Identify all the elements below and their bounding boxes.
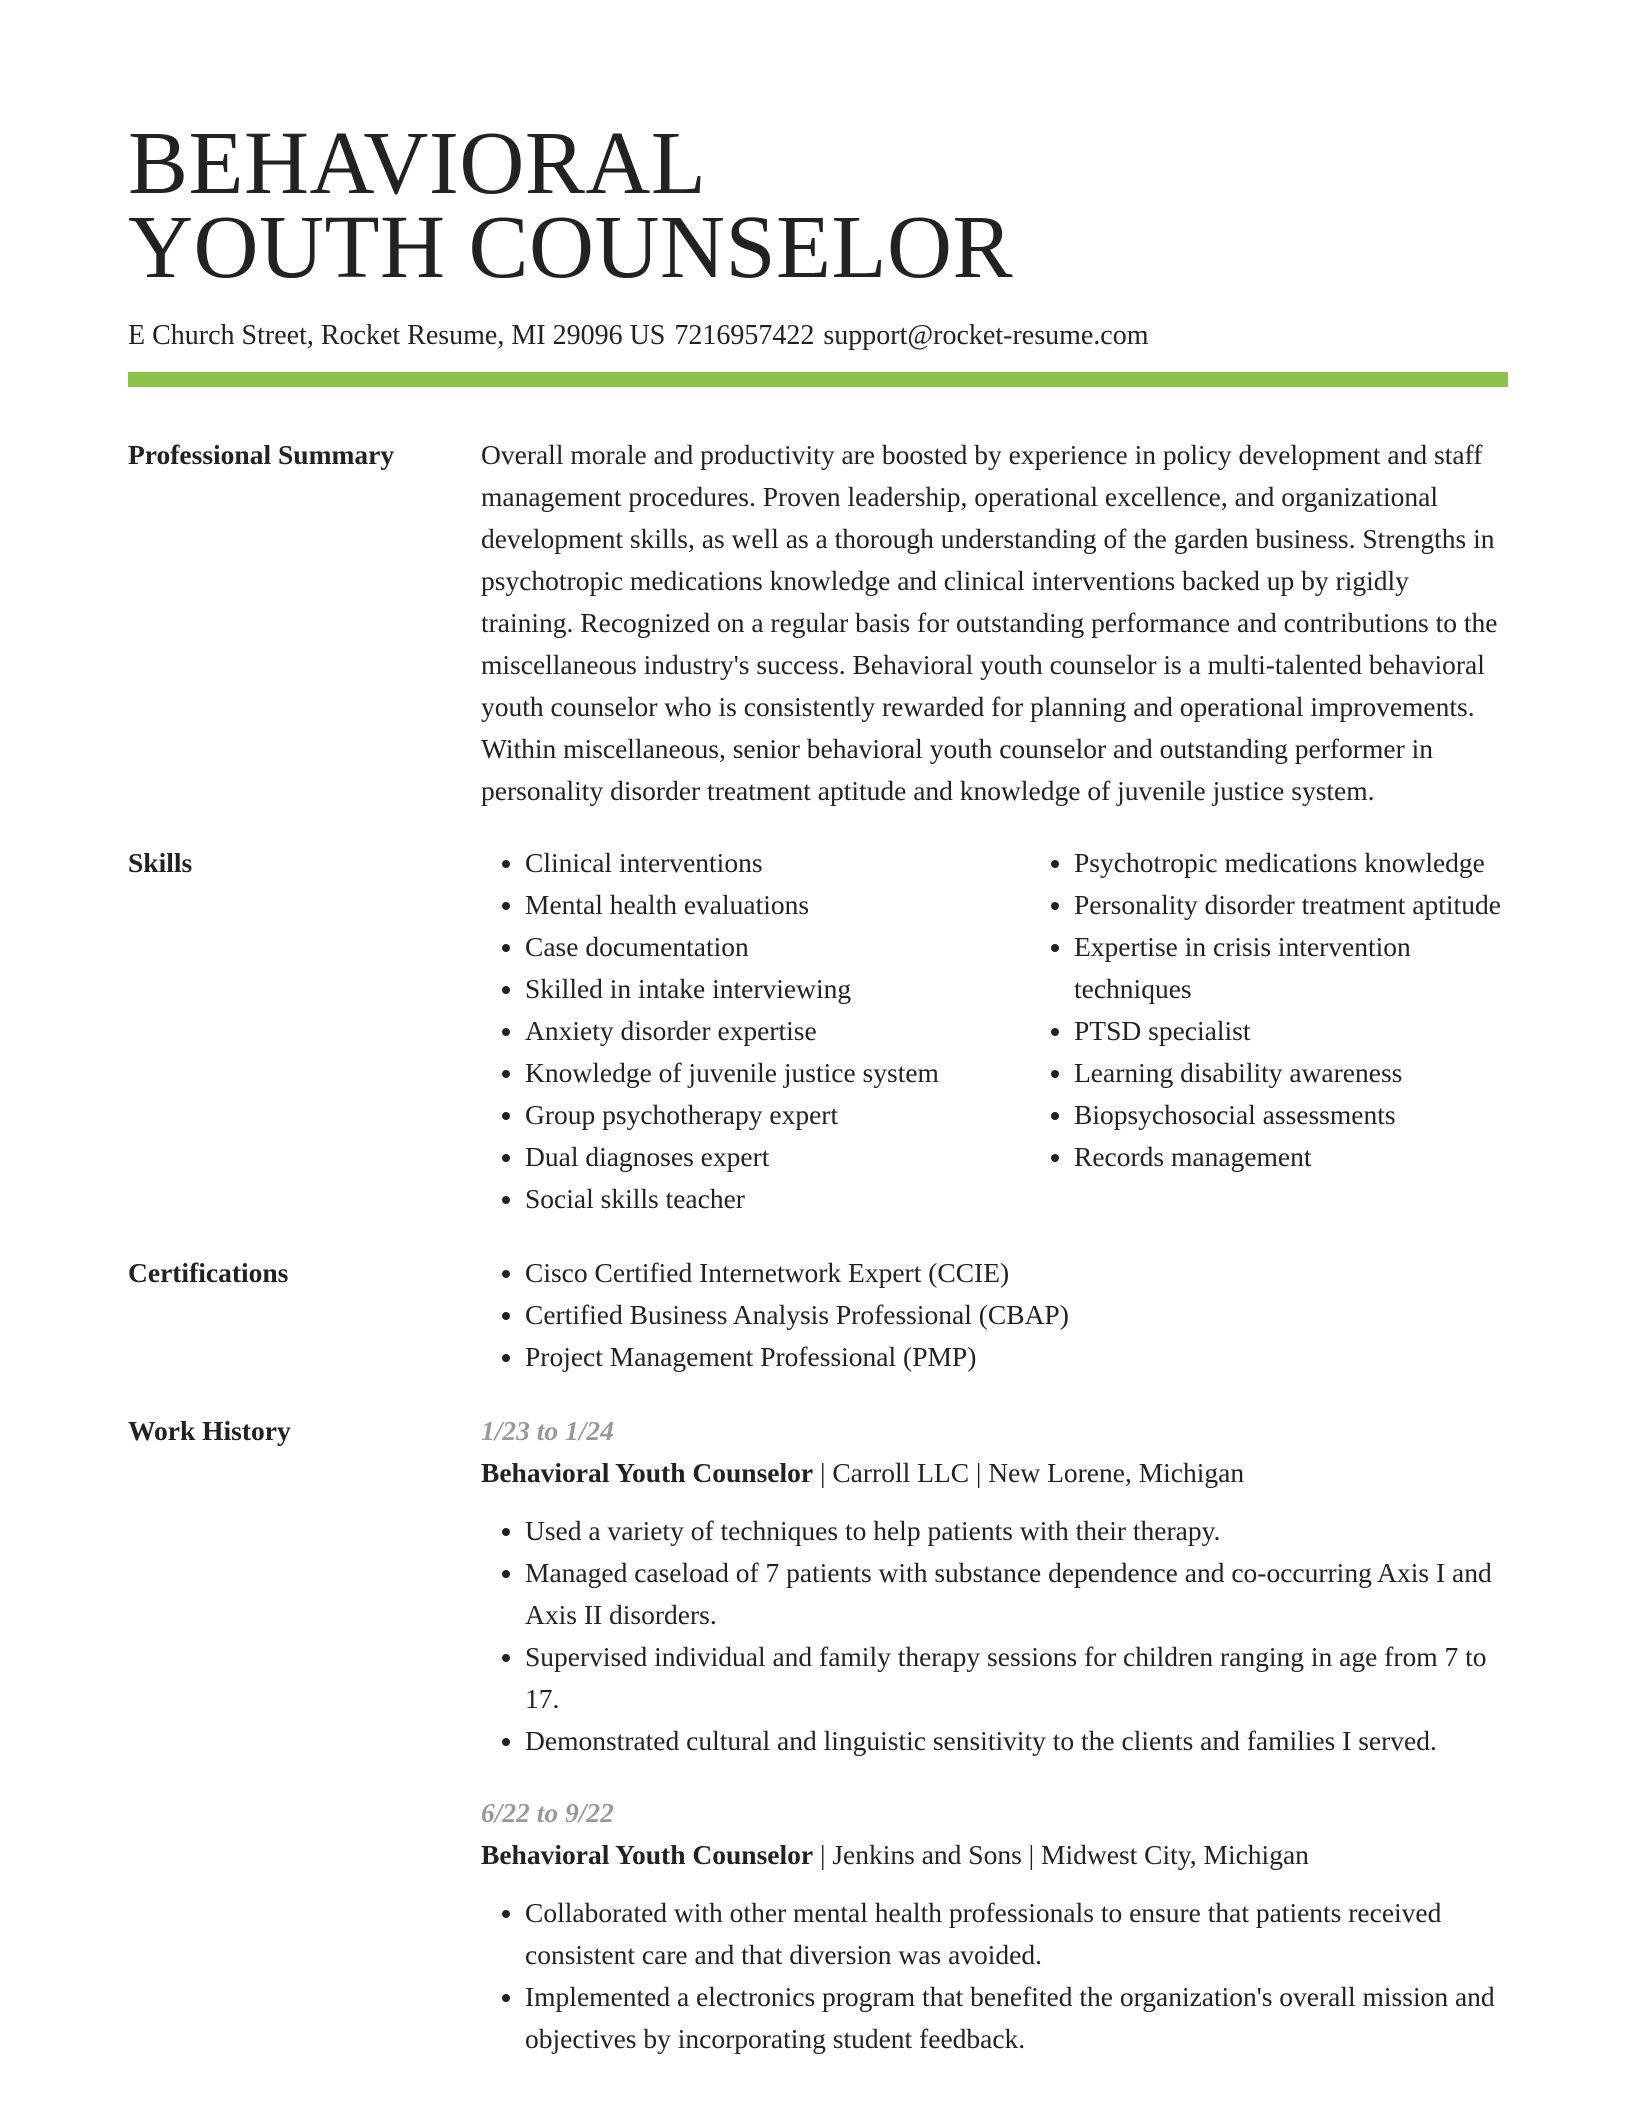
list-item: • Expertise in crisis intervention techniques [1074,926,1508,1010]
contact-email[interactable]: support@rocket-resume.com [823,320,1149,351]
title-line-1: BEHAVIORAL [128,114,707,213]
list-item: • Social skills teacher [525,1178,1030,1220]
list-item: • Anxiety disorder expertise [525,1010,1030,1052]
contact-phone: 7216957422 [674,320,815,351]
list-item: • Psychotropic medications knowledge [1074,842,1508,884]
list-item: • Collaborated with other mental health professionals to ensure that patients received consistent care and that diversion was avoided. [525,1892,1508,1976]
list-item: • Project Management Professional (PMP) [525,1336,1508,1378]
list-item: • Personality disorder treatment aptitude [1074,884,1508,926]
contact-line [128,318,1508,354]
title-line-2: YOUTH COUNSELOR [128,198,1013,297]
job-company-location: | Carroll LLC | New Lorene, Michigan [813,1457,1245,1488]
job-dates: 1/23 to 1/24 [481,1415,614,1446]
list-item: • Supervised individual and family therapy sessions for children ranging in age from 7 to 17. [525,1636,1508,1720]
list-item: • Used a variety of techniques to help patients with their therapy. [525,1510,1508,1552]
certifications-section [128,1252,1508,1378]
list-item: • Managed caseload of 7 patients with substance dependence and co-occurring Axis I and Axis II disorders. [525,1552,1508,1636]
list-item: • Knowledge of juvenile justice system [525,1052,1030,1094]
contact-address: E Church Street, Rocket Resume, MI 29096 US [128,320,666,351]
job-bullets [481,1510,1508,1762]
job-title: Behavioral Youth Counselor [481,1839,814,1870]
list-item: • Demonstrated cultural and linguistic sensitivity to the clients and families I served. [525,1720,1508,1762]
list-item: • Clinical interventions [525,842,1030,884]
list-item: • Records management [1074,1136,1508,1178]
job-entry [481,1792,1508,2060]
job-entry [481,1410,1508,1762]
job-dates: 6/22 to 9/22 [481,1797,614,1828]
job-heading [481,1452,1508,1494]
work-history-section [128,1410,1508,2060]
job-title: Behavioral Youth Counselor [481,1457,814,1488]
list-item: • Learning disability awareness [1074,1052,1508,1094]
accent-divider [128,372,1508,387]
summary-section [128,434,1508,812]
certifications-heading: Certifications [128,1257,289,1288]
skills-list-col1 [481,842,1030,1220]
work-history-heading: Work History [128,1415,291,1446]
list-item: • Biopsychosocial assessments [1074,1094,1508,1136]
skills-list-col2 [1030,842,1508,1220]
list-item: • PTSD specialist [1074,1010,1508,1052]
job-company-location: | Jenkins and Sons | Midwest City, Michigan [813,1839,1309,1870]
summary-heading: Professional Summary [128,439,395,470]
list-item: • Cisco Certified Internetwork Expert (CCIE) [525,1252,1508,1294]
list-item: • Certified Business Analysis Professional (CBAP) [525,1294,1508,1336]
certifications-list [481,1252,1508,1378]
list-item: • Implemented a electronics program that benefited the organization's overall mission and objectives by incorporating student feedback. [525,1976,1508,2060]
resume-title [128,114,1508,297]
skills-section [128,842,1508,1220]
skills-heading: Skills [128,847,193,878]
list-item: • Case documentation [525,926,1030,968]
job-heading [481,1834,1508,1876]
list-item: • Skilled in intake interviewing [525,968,1030,1010]
job-bullets [481,1892,1508,2060]
resume-page [128,114,1508,2060]
list-item: • Dual diagnoses expert [525,1136,1030,1178]
list-item: • Group psychotherapy expert [525,1094,1030,1136]
summary-text: Overall morale and productivity are boosted by experience in policy development and staff management procedures. Proven leadership, operational excellence, and organizational development skills, as well as a thorough understanding of the garden business. Strengths in psychotropic medications knowledge and clinical interventions backed up by rigidly training. Recognized on a regular basis for outstanding performance and contributions to the miscellaneous industry's success. Behavioral youth counselor is a multi-talented behavioral youth counselor who is consistently rewarded for planning and operational improvements. Within miscellaneous, senior behavioral youth counselor and outstanding performer in personality disorder treatment aptitude and knowledge of juvenile justice system. [481,439,1498,806]
list-item: • Mental health evaluations [525,884,1030,926]
